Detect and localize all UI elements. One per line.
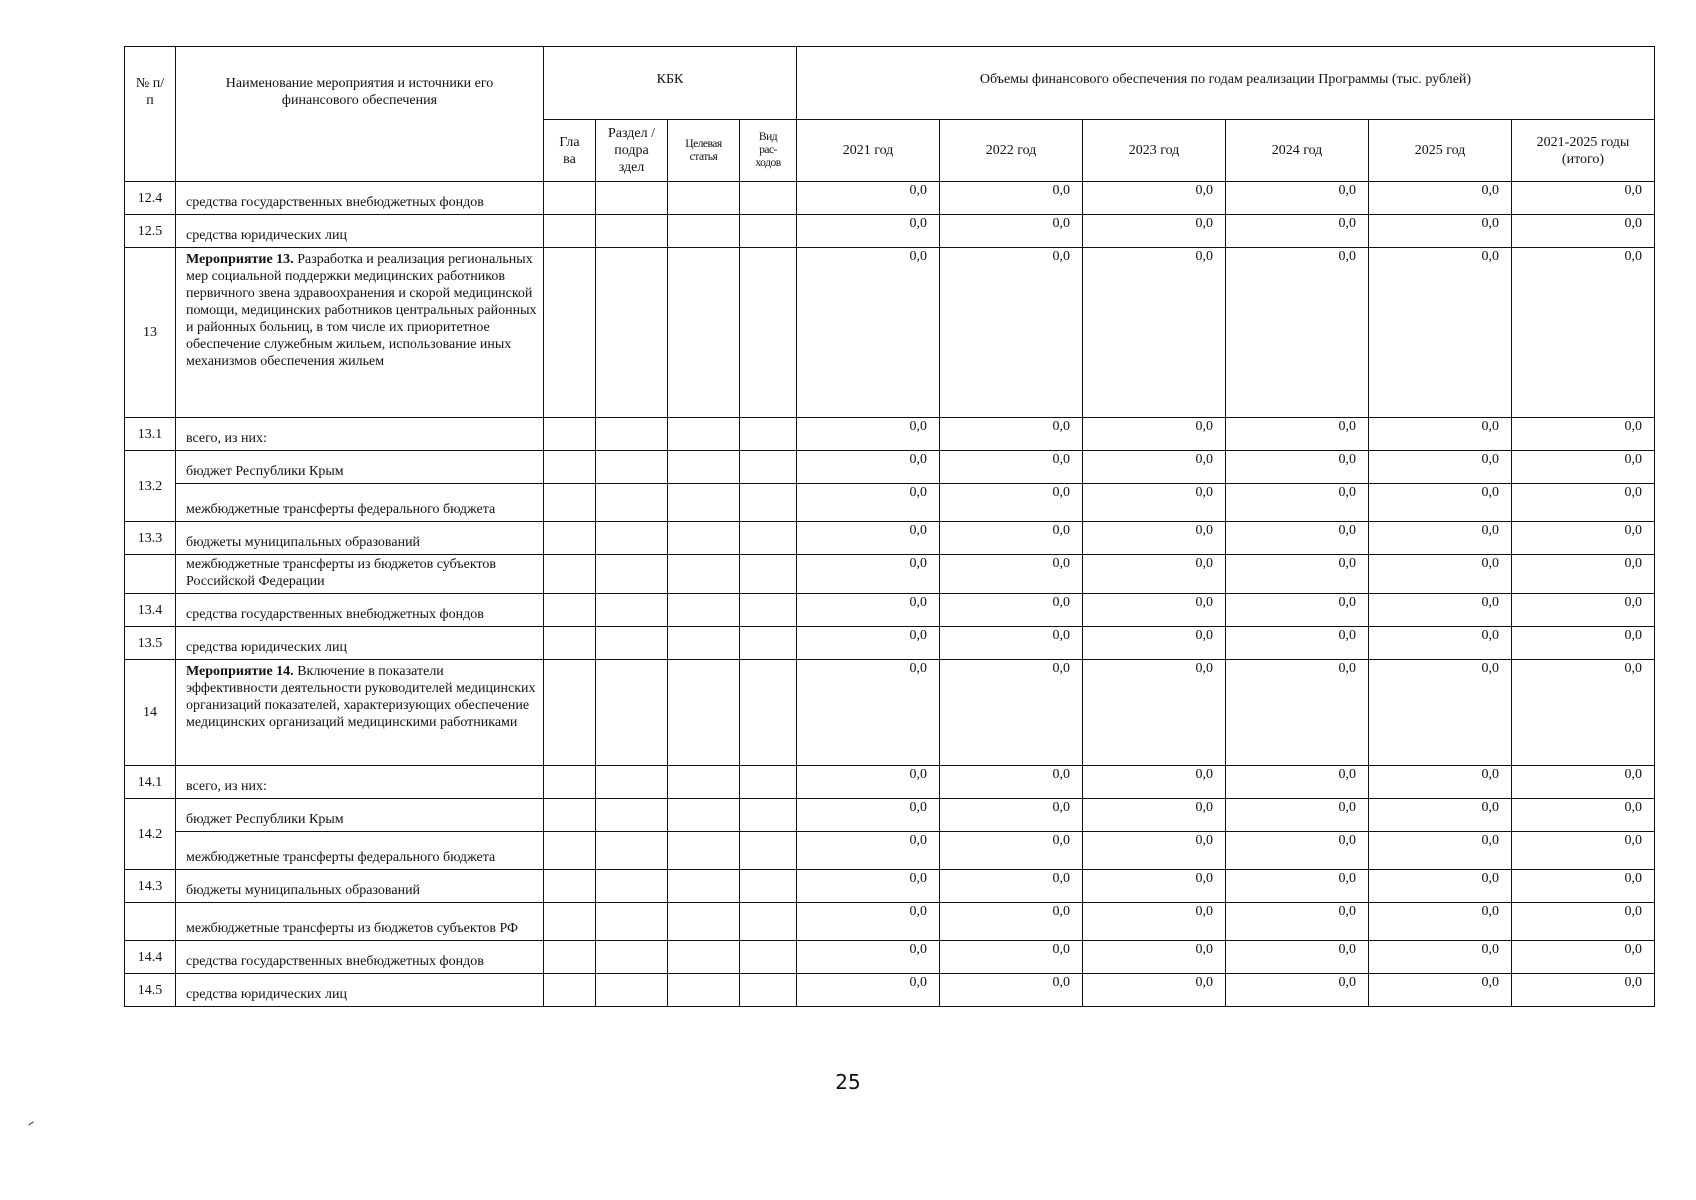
amount-cell: 0,0 [1512,451,1655,484]
header-total: 2021-2025 годы (итого) [1512,120,1655,182]
row-name: межбюджетные трансферты из бюджетов субъектов Российской Федерации [176,555,544,594]
amount-cell: 0,0 [1369,522,1512,555]
amount-cell: 0,0 [1369,555,1512,594]
amount-cell: 0,0 [1083,418,1226,451]
row-name: межбюджетные трансферты федерального бюджета [176,484,544,522]
amount-cell: 0,0 [1083,627,1226,660]
amount-cell: 0,0 [1512,522,1655,555]
table-row [125,182,1655,215]
measure-title: Мероприятие 14. [186,664,294,679]
kbk-cell [740,974,797,1007]
row-name: средства государственных внебюджетных фондов [176,182,544,215]
header-year-2024: 2024 год [1226,120,1369,182]
kbk-cell [668,594,740,627]
row-number: 14.5 [125,974,176,1007]
kbk-cell [740,451,797,484]
header-kbk-chapter: Гла ва [544,120,596,182]
amount-cell: 0,0 [1226,974,1369,1007]
amount-cell: 0,0 [1083,451,1226,484]
kbk-cell [544,799,596,832]
kbk-cell [544,594,596,627]
amount-cell: 0,0 [940,182,1083,215]
amount-cell: 0,0 [940,215,1083,248]
amount-cell: 0,0 [940,660,1083,766]
kbk-cell [740,941,797,974]
amount-cell: 0,0 [1083,870,1226,903]
table-row [125,941,1655,974]
kbk-cell [596,594,668,627]
header-kbk-target: Целевая статья [668,120,740,182]
kbk-cell [544,660,596,766]
row-number: 14.3 [125,870,176,903]
amount-cell: 0,0 [797,522,940,555]
amount-cell: 0,0 [1083,766,1226,799]
kbk-cell [740,594,797,627]
amount-cell: 0,0 [1512,832,1655,870]
amount-cell: 0,0 [797,418,940,451]
measure-description: Разработка и реализация региональных мер социальной поддержки медицинских работников первичного звена здравоохранения и скорой медицинской помощи, медицинских работников центральных районных и районных больниц, в том числе их приоритетное обеспечение служебным жильем, использование иных механизмов обеспечения жильем [186,252,537,369]
amount-cell: 0,0 [797,870,940,903]
row-number: 12.5 [125,215,176,248]
kbk-cell [544,418,596,451]
header-kbk-section: Раздел /подра здел [596,120,668,182]
row-name: всего, из них: [176,766,544,799]
header-finance: Объемы финансового обеспечения по годам реализации Программы (тыс. рублей) [797,47,1655,120]
amount-cell: 0,0 [1512,660,1655,766]
kbk-cell [596,660,668,766]
row-name: всего, из них: [176,418,544,451]
kbk-cell [544,832,596,870]
amount-cell: 0,0 [1369,799,1512,832]
amount-cell: 0,0 [1083,903,1226,941]
amount-cell: 0,0 [940,451,1083,484]
amount-cell: 0,0 [1083,941,1226,974]
amount-cell: 0,0 [1226,451,1369,484]
kbk-cell [544,182,596,215]
amount-cell: 0,0 [1369,974,1512,1007]
kbk-cell [544,215,596,248]
header-number: № п/п [125,47,176,182]
kbk-cell [544,766,596,799]
kbk-cell [740,799,797,832]
table-row [125,799,1655,832]
kbk-cell [668,484,740,522]
row-name: межбюджетные трансферты из бюджетов субъектов РФ [176,903,544,941]
row-name: бюджет Республики Крым [176,451,544,484]
amount-cell: 0,0 [1226,522,1369,555]
table-row [125,215,1655,248]
amount-cell: 0,0 [1226,832,1369,870]
kbk-cell [596,941,668,974]
kbk-cell [544,555,596,594]
kbk-cell [668,941,740,974]
table-row [125,660,1655,766]
kbk-cell [740,484,797,522]
amount-cell: 0,0 [797,903,940,941]
amount-cell: 0,0 [940,870,1083,903]
row-number: 13.2 [125,451,176,522]
header-year-2023: 2023 год [1083,120,1226,182]
amount-cell: 0,0 [940,903,1083,941]
amount-cell: 0,0 [1369,418,1512,451]
amount-cell: 0,0 [1512,974,1655,1007]
header-year-2021: 2021 год [797,120,940,182]
amount-cell: 0,0 [797,555,940,594]
kbk-cell [596,766,668,799]
kbk-cell [668,870,740,903]
table-row [125,484,1655,522]
amount-cell: 0,0 [1369,941,1512,974]
kbk-cell [668,766,740,799]
table-body [125,182,1655,1007]
table-row [125,522,1655,555]
row-number: 12.4 [125,182,176,215]
amount-cell: 0,0 [1512,766,1655,799]
amount-cell: 0,0 [1226,660,1369,766]
kbk-cell [740,660,797,766]
kbk-cell [596,182,668,215]
table-row [125,627,1655,660]
amount-cell: 0,0 [1369,903,1512,941]
amount-cell: 0,0 [940,799,1083,832]
kbk-cell [740,766,797,799]
kbk-cell [596,799,668,832]
kbk-cell [668,215,740,248]
kbk-cell [544,870,596,903]
kbk-cell [544,248,596,418]
row-number: 14.4 [125,941,176,974]
kbk-cell [596,870,668,903]
kbk-cell [596,418,668,451]
row-name: бюджет Республики Крым [176,799,544,832]
amount-cell: 0,0 [940,766,1083,799]
kbk-cell [668,660,740,766]
kbk-cell [544,627,596,660]
header-year-2022: 2022 год [940,120,1083,182]
amount-cell: 0,0 [1512,182,1655,215]
amount-cell: 0,0 [1512,870,1655,903]
kbk-cell [740,248,797,418]
row-name [176,660,544,766]
kbk-cell [596,903,668,941]
table-row [125,903,1655,941]
row-name: средства юридических лиц [176,627,544,660]
measure-title: Мероприятие 13. [186,252,294,267]
amount-cell: 0,0 [940,418,1083,451]
kbk-cell [740,182,797,215]
table-row [125,451,1655,484]
amount-cell: 0,0 [1226,766,1369,799]
row-number [125,555,176,594]
amount-cell: 0,0 [797,660,940,766]
row-number: 14 [125,660,176,766]
row-number: 14.2 [125,799,176,870]
amount-cell: 0,0 [797,974,940,1007]
table-row [125,870,1655,903]
row-number: 13.3 [125,522,176,555]
amount-cell: 0,0 [797,248,940,418]
row-number: 13.1 [125,418,176,451]
amount-cell: 0,0 [940,248,1083,418]
amount-cell: 0,0 [797,594,940,627]
table-row [125,594,1655,627]
row-number: 13 [125,248,176,418]
amount-cell: 0,0 [1512,799,1655,832]
kbk-cell [544,522,596,555]
kbk-cell [596,832,668,870]
row-name [176,248,544,418]
amount-cell: 0,0 [1226,215,1369,248]
amount-cell: 0,0 [1083,248,1226,418]
amount-cell: 0,0 [797,832,940,870]
amount-cell: 0,0 [1226,903,1369,941]
row-number: 14.1 [125,766,176,799]
amount-cell: 0,0 [1512,627,1655,660]
row-name: бюджеты муниципальных образований [176,522,544,555]
amount-cell: 0,0 [1083,182,1226,215]
amount-cell: 0,0 [1226,555,1369,594]
table-row [125,832,1655,870]
amount-cell: 0,0 [1226,248,1369,418]
amount-cell: 0,0 [1369,766,1512,799]
amount-cell: 0,0 [1369,484,1512,522]
kbk-cell [596,627,668,660]
table-row [125,248,1655,418]
kbk-cell [544,484,596,522]
amount-cell: 0,0 [1369,594,1512,627]
kbk-cell [740,522,797,555]
kbk-cell [668,248,740,418]
row-name: межбюджетные трансферты федерального бюджета [176,832,544,870]
amount-cell: 0,0 [797,182,940,215]
table-row [125,555,1655,594]
page-number: 25 [835,1070,861,1094]
amount-cell: 0,0 [1369,870,1512,903]
amount-cell: 0,0 [1083,522,1226,555]
row-name: средства государственных внебюджетных фондов [176,941,544,974]
kbk-cell [668,832,740,870]
row-name: средства государственных внебюджетных фондов [176,594,544,627]
kbk-cell [596,522,668,555]
amount-cell: 0,0 [1512,418,1655,451]
table-row [125,974,1655,1007]
amount-cell: 0,0 [1226,484,1369,522]
amount-cell: 0,0 [940,941,1083,974]
amount-cell: 0,0 [1083,832,1226,870]
kbk-cell [668,627,740,660]
amount-cell: 0,0 [1369,215,1512,248]
header-year-2025: 2025 год [1369,120,1512,182]
kbk-cell [668,555,740,594]
amount-cell: 0,0 [1226,594,1369,627]
amount-cell: 0,0 [1083,594,1226,627]
amount-cell: 0,0 [797,451,940,484]
amount-cell: 0,0 [940,832,1083,870]
header-kbk-expense-type: Вид рас- ходов [740,120,797,182]
amount-cell: 0,0 [1369,182,1512,215]
kbk-cell [740,903,797,941]
header-kbk: КБК [544,47,797,120]
amount-cell: 0,0 [1512,903,1655,941]
amount-cell: 0,0 [1512,484,1655,522]
kbk-cell [668,974,740,1007]
kbk-cell [668,799,740,832]
amount-cell: 0,0 [1083,974,1226,1007]
amount-cell: 0,0 [1226,870,1369,903]
kbk-cell [740,418,797,451]
kbk-cell [668,418,740,451]
amount-cell: 0,0 [940,974,1083,1007]
amount-cell: 0,0 [1083,660,1226,766]
financing-table [124,46,1655,1007]
kbk-cell [544,903,596,941]
kbk-cell [544,451,596,484]
kbk-cell [596,248,668,418]
table-row [125,766,1655,799]
amount-cell: 0,0 [797,484,940,522]
kbk-cell [544,941,596,974]
kbk-cell [740,555,797,594]
amount-cell: 0,0 [1083,799,1226,832]
amount-cell: 0,0 [940,522,1083,555]
kbk-cell [668,522,740,555]
kbk-cell [596,215,668,248]
header-name: Наименование мероприятия и источники его финансового обеспечения [176,47,544,182]
amount-cell: 0,0 [1512,594,1655,627]
row-number: 13.5 [125,627,176,660]
amount-cell: 0,0 [797,627,940,660]
kbk-cell [544,974,596,1007]
row-name: средства юридических лиц [176,215,544,248]
amount-cell: 0,0 [1512,941,1655,974]
kbk-cell [740,627,797,660]
kbk-cell [740,870,797,903]
kbk-cell [668,903,740,941]
amount-cell: 0,0 [797,941,940,974]
amount-cell: 0,0 [1369,627,1512,660]
kbk-cell [668,451,740,484]
amount-cell: 0,0 [1369,660,1512,766]
measure-description: Включение в показатели эффективности деятельности руководителей медицинских организаций показателей, характеризующих обеспечение медицинских организаций медицинскими работниками [186,664,536,730]
row-number: 13.4 [125,594,176,627]
kbk-cell [740,832,797,870]
kbk-cell [596,451,668,484]
amount-cell: 0,0 [1226,182,1369,215]
amount-cell: 0,0 [1226,941,1369,974]
row-name: бюджеты муниципальных образований [176,870,544,903]
kbk-cell [668,182,740,215]
amount-cell: 0,0 [1369,451,1512,484]
amount-cell: 0,0 [1083,215,1226,248]
kbk-cell [740,215,797,248]
amount-cell: 0,0 [1512,555,1655,594]
amount-cell: 0,0 [1226,799,1369,832]
amount-cell: 0,0 [940,594,1083,627]
amount-cell: 0,0 [1226,627,1369,660]
table-row [125,418,1655,451]
kbk-cell [596,555,668,594]
amount-cell: 0,0 [940,627,1083,660]
amount-cell: 0,0 [797,215,940,248]
amount-cell: 0,0 [1083,555,1226,594]
row-number [125,903,176,941]
amount-cell: 0,0 [1512,248,1655,418]
amount-cell: 0,0 [1369,832,1512,870]
amount-cell: 0,0 [1083,484,1226,522]
kbk-cell [596,484,668,522]
kbk-cell [596,974,668,1007]
amount-cell: 0,0 [797,799,940,832]
amount-cell: 0,0 [1512,215,1655,248]
scan-mark [28,1121,33,1125]
row-name: средства юридических лиц [176,974,544,1007]
amount-cell: 0,0 [940,484,1083,522]
amount-cell: 0,0 [1369,248,1512,418]
amount-cell: 0,0 [797,766,940,799]
amount-cell: 0,0 [940,555,1083,594]
amount-cell: 0,0 [1226,418,1369,451]
